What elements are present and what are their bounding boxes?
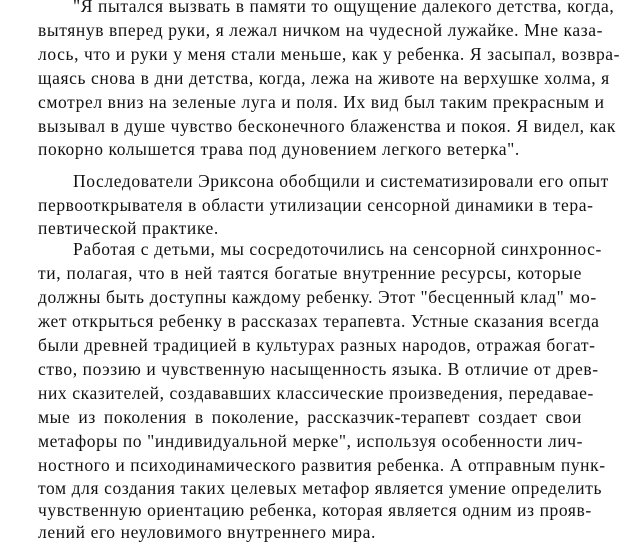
paragraph-line: жет открыться ребенку в рассказах терапевта. Устные сказания всегда bbox=[38, 311, 600, 331]
quote-line: смотрел вниз на зеленые луга и поля. Их вид был таким прекрасным и bbox=[38, 92, 605, 112]
quote-line: вызывал в душе чувство бесконечного блаженства и покоя. Я видел, как bbox=[38, 116, 616, 136]
paragraph-line: были древней традицией в культурах разных народов, отражая богат- bbox=[38, 335, 596, 355]
paragraph-line: ство, поэзию и чувственную насыщенность языка. В отличие от древ- bbox=[38, 359, 599, 379]
paragraph-line: лений его неуловимого внутреннего мира. bbox=[38, 522, 376, 542]
paragraph-line: должны быть доступны каждому ребенку. Этот "бесценный клад" мо- bbox=[38, 287, 597, 307]
paragraph-line: ностного и психодинамического развития ребенка. А отправным пунк- bbox=[38, 455, 606, 475]
paragraph-line: них сказителей, создававших классические произведения, передавае- bbox=[38, 383, 594, 403]
paragraph-line: ти, полагая, что в ней таятся богатые внутренние ресурсы, которые bbox=[38, 263, 582, 283]
paragraph-line: мые из поколения в поколение, рассказчик-терапевт создает свои bbox=[38, 407, 582, 427]
paragraph-line: том для создания таких целевых метафор является умение определить bbox=[38, 478, 603, 498]
paragraph-line: Последователи Эриксона обобщили и систематизировали его опыт bbox=[73, 171, 609, 191]
quote-line: щаясь снова в дни детства, когда, лежа на животе на верхушке холма, я bbox=[38, 68, 610, 88]
paragraph-line: первооткрывателя в области утилизации сенсорной динамики в тера- bbox=[38, 195, 594, 215]
quote-line: лось, что и руки у меня стали меньше, как у ребенка. Я засыпал, возвра- bbox=[38, 44, 620, 64]
quote-line: покорно колышется трава под дуновением легкого ветерка". bbox=[38, 139, 520, 159]
paragraph-line: Работая с детьми, мы сосредоточились на сенсорной синхроннос- bbox=[73, 239, 602, 259]
paragraph-line: чувственную ориентацию ребенка, которая является одним из прояв- bbox=[38, 500, 592, 520]
paragraph-line: метафоры по "индивидуальной мерке", используя особенности лич- bbox=[38, 431, 584, 451]
paragraph-line: певтической практике. bbox=[38, 218, 219, 238]
quote-line: вытянув вперед руки, я лежал ничком на чудесной лужайке. Мне каза- bbox=[38, 20, 604, 40]
quote-line: "Я пытался вызвать в памяти то ощущение далекого детства, когда, bbox=[73, 0, 615, 16]
